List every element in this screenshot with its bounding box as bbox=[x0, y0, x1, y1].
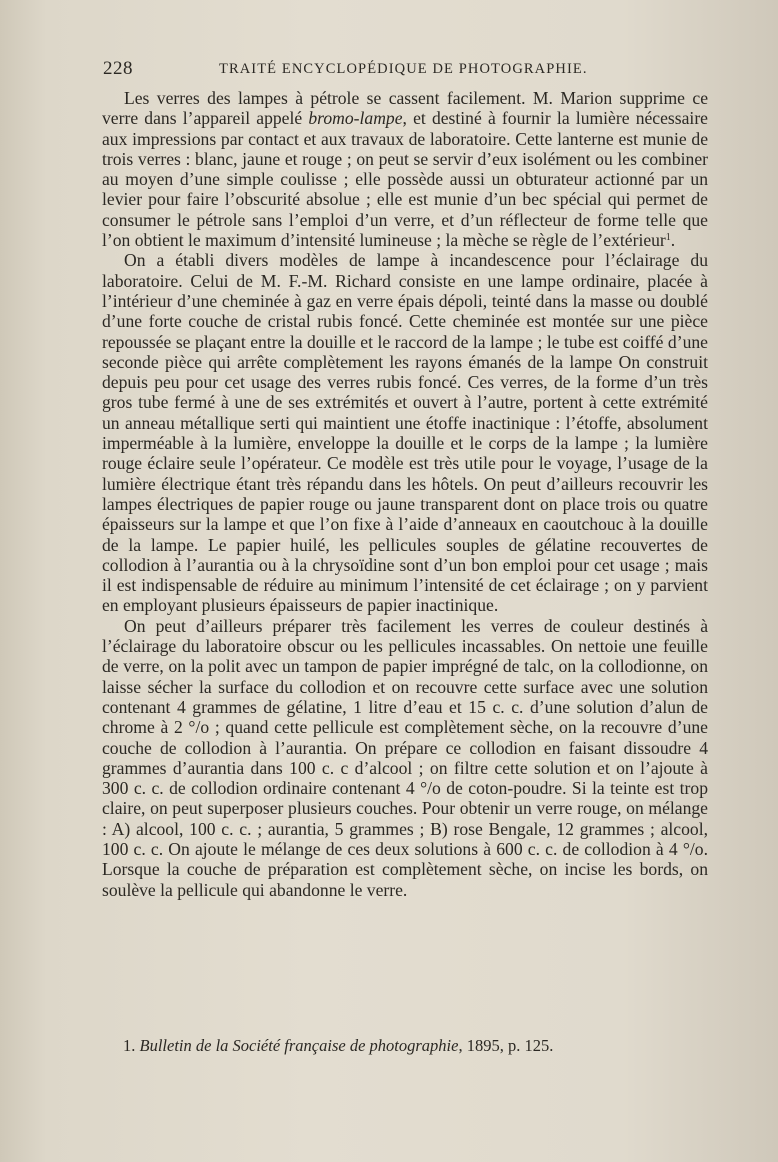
page-number: 228 bbox=[103, 58, 133, 79]
footnote-reference[interactable]: 1 bbox=[665, 232, 671, 244]
footnote bbox=[123, 1036, 683, 1056]
body-text bbox=[102, 88, 708, 900]
paragraph-1-end: . bbox=[670, 230, 676, 251]
paragraph-1 bbox=[102, 88, 708, 250]
footnote-source-title: Bulletin de la Société française de photographie bbox=[139, 1036, 459, 1055]
paragraph-1-emphasis: bromo-lampe bbox=[308, 108, 403, 129]
running-title: TRAITÉ ENCYCLOPÉDIQUE DE PHOTOGRAPHIE. bbox=[219, 61, 588, 77]
footnote-number: 1. bbox=[123, 1036, 136, 1055]
paragraph-2: On a établi divers modèles de lampe à incandescence pour l’éclairage du laboratoire. Celui de M. F.-M. Richard consiste en une lampe ordinaire, placée à l’intérieur d’une cheminée à gaz en verre épais dépoli, teinté dans la masse ou doublé d’une forte couche de cristal rubis foncé. Cette cheminée est montée sur une pièce repoussée se plaçant entre la douille et le raccord de la lampe ; le tube est coiffé d’une seconde pièce qui arrête complètement les rayons émanés de la lampe On construit depuis peu pour cet usage des verres rubis foncé. Ces verres, de la forme d’un très gros tube fermé à une de ses extrémités et ouvert à l’autre, portent à cette extrémité un anneau métallique serti qui maintient une étoffe inactinique : l’étoffe, absolument imperméable à la lumière, enveloppe la douille et le corps de la lampe ; la lumière rouge éclaire seule l’opérateur. Ce modèle est très utile pour le voyage, l’usage de la lumière électrique étant très répandu dans les hôtels. On peut d’ailleurs recouvrir les lampes électriques de papier rouge ou jaune transparent dont on place trois ou quatre épaisseurs sur la lampe et que l’on fixe à l’aide d’anneaux en caoutchouc à la douille de la lampe. Le papier huilé, les pellicules souples de gélatine recouvertes de collodion à l’aurantia ou à la chrysoïdine sont d’un bon emploi pour cet usage ; mais il est indispensable de réduire au minimum l’intensité de cet éclairage ; on y parvient en employant plusieurs épaisseurs de papier inactinique. bbox=[102, 250, 708, 616]
footnote-source-details: , 1895, p. 125. bbox=[458, 1036, 554, 1055]
paragraph-1-text-a: Les verres des lampes à pétrole se cassent facilement. M. Marion supprime ce verre dans l’appareil appelé bbox=[102, 88, 708, 129]
paragraph-3: On peut d’ailleurs préparer très facilement les verres de couleur destinés à l’éclairage du laboratoire obscur ou les pellicules incassables. On nettoie une feuille de verre, on la polit avec un tampon de papier imprégné de talc, on la collodionne, on laisse sécher la surface du collodion et on recouvre cette surface avec une solution contenant 4 grammes de gélatine, 1 litre d’eau et 15 c. c. d’une solution d’alun de chrome à 2 °/o ; quand cette pellicule est complètement sèche, on la recouvre d’une couche de collodion à l’aurantia. On prépare ce collodion en faisant dissoudre 4 grammes d’aurantia dans 100 c. c d’alcool ; on filtre cette solution et on l’ajoute à 300 c. c. de collodion ordinaire contenant 4 °/o de coton-poudre. Si la teinte est trop claire, on peut superposer plusieurs couches. Pour obtenir un verre rouge, on mélange : A) alcool, 100 c. c. ; aurantia, 5 grammes ; B) rose Bengale, 12 grammes ; alcool, 100 c. c. On ajoute le mélange de ces deux solutions à 600 c. c. de collodion à 4 °/o. Lorsque la couche de préparation est complètement sèche, on incise les bords, on soulève la pellicule qui abandonne le verre. bbox=[102, 615, 708, 900]
page-header bbox=[103, 58, 705, 80]
paragraph-1-text-b: , et destiné à fournir la lumière nécessaire aux impressions par contact et aux travaux de laboratoire. Cette lanterne est munie de trois verres : blanc, jaune et rouge ; on peut se servir d’eux isolément ou les combiner au moyen d’une simple coulisse ; elle possède aussi un obturateur actionné par un levier pour faire l’obscurité absolue ; elle est munie d’un bec spécial qui permet de consumer le pétrole sans l’emploi d’un verre, et d’un réflecteur de forme telle que l’on obtient le maximum d’intensité lumineuse ; la mèche se règle de l’extérieur bbox=[102, 108, 708, 251]
